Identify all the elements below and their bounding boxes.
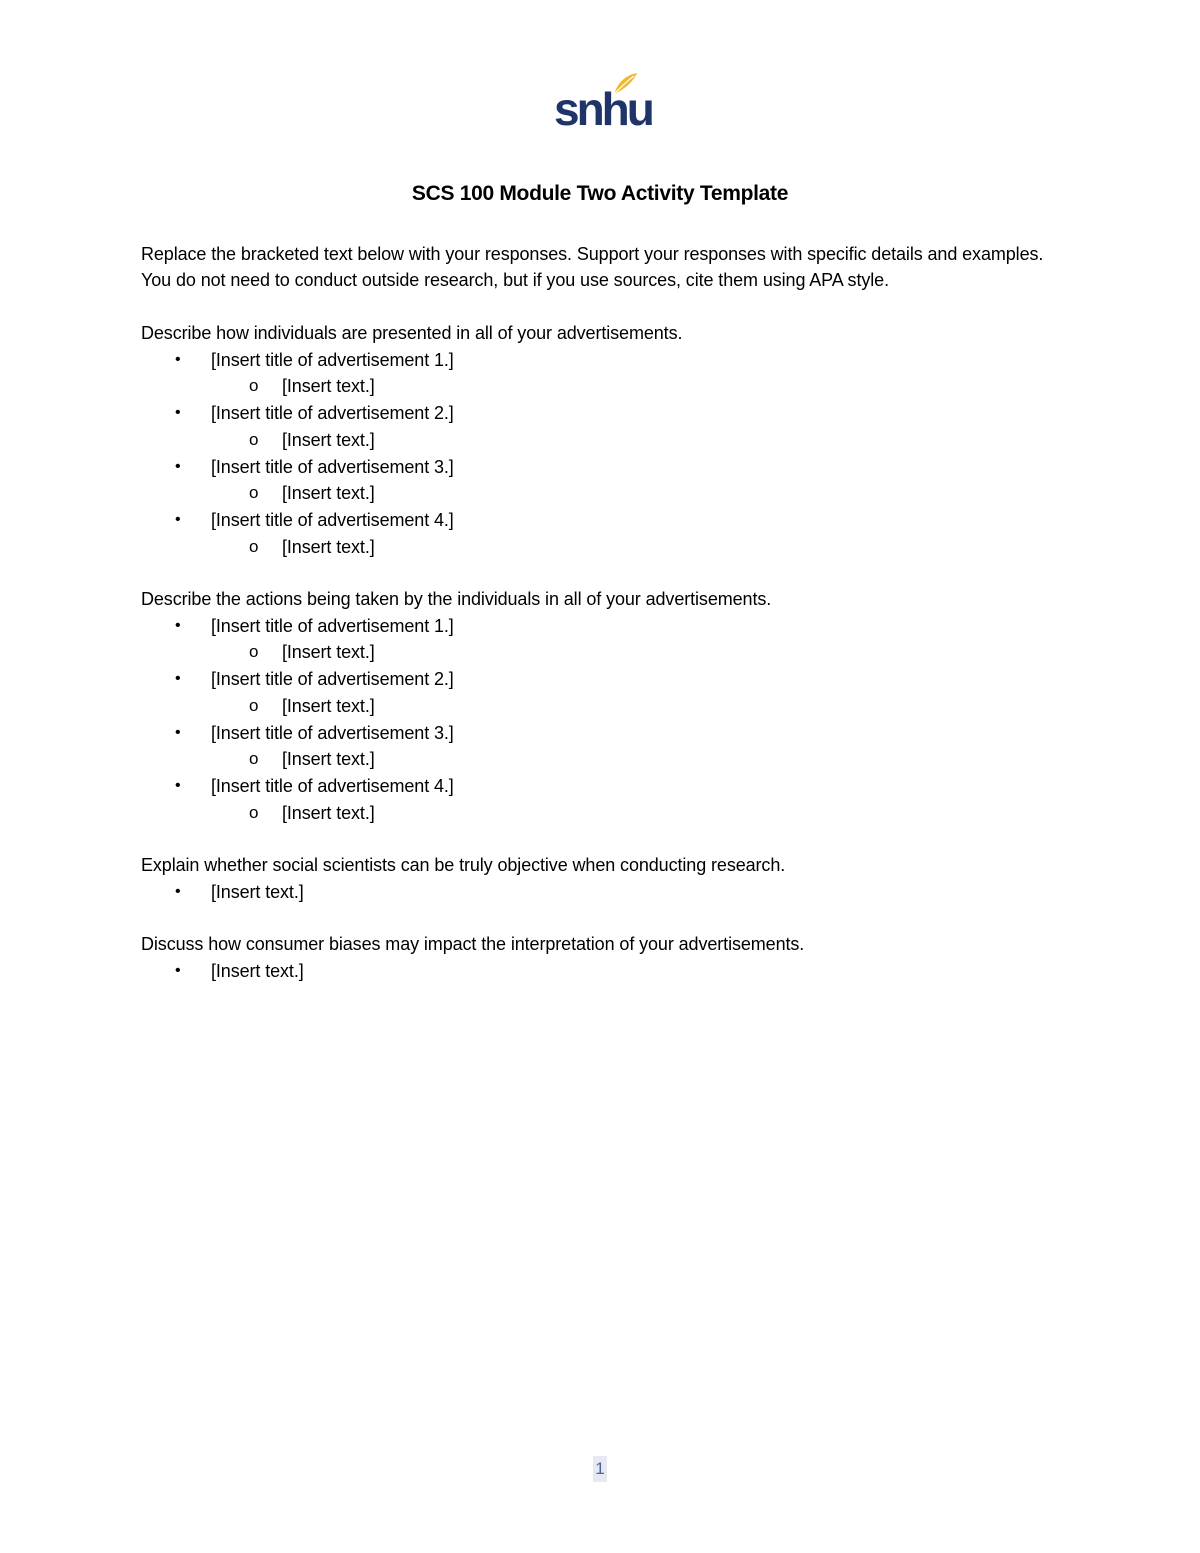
circle-bullet-icon: o	[249, 749, 259, 768]
section-prompt: Explain whether social scientists can be truly objective when conducting research.	[141, 855, 786, 875]
item-label: [Insert title of advertisement 3.]	[211, 456, 454, 477]
item-label: [Insert title of advertisement 1.]	[211, 615, 454, 636]
circle-bullet-icon: o	[249, 429, 259, 449]
bullet-icon: •	[175, 723, 181, 741]
list-item	[141, 666, 1061, 719]
sub-list-item	[211, 639, 1061, 666]
list-item	[141, 507, 1061, 560]
bullet-icon: •	[175, 777, 181, 794]
sub-item-text: [Insert text.]	[282, 695, 375, 716]
bullet-icon: •	[175, 404, 181, 421]
sub-list-item	[211, 373, 1061, 400]
logo-wordmark: snhu	[554, 83, 652, 135]
sub-list	[211, 480, 1061, 507]
circle-bullet-icon: o	[249, 376, 259, 395]
section-presentation	[141, 320, 1061, 560]
bullet-list	[141, 347, 1061, 561]
circle-bullet-icon: o	[249, 483, 259, 502]
list-item	[141, 773, 1061, 826]
item-label: [Insert text.]	[211, 881, 304, 902]
circle-bullet-icon: o	[249, 802, 259, 822]
sub-item-text: [Insert text.]	[282, 642, 375, 662]
sub-list-item	[211, 480, 1061, 507]
sub-item-text: [Insert text.]	[282, 376, 375, 396]
intro-paragraph: Replace the bracketed text below with your responses. Support your responses with specific details and examples. You do not need to conduct outside research, but if you use sources, cite them using APA style.	[141, 243, 1044, 290]
sub-list	[211, 534, 1061, 561]
sub-list-item	[211, 534, 1061, 561]
list-item	[141, 720, 1061, 773]
bullet-list	[141, 958, 1061, 985]
sub-list	[211, 427, 1061, 454]
list-item	[141, 454, 1061, 507]
section-prompt: Describe how individuals are presented in all of your advertisements.	[141, 323, 683, 343]
list-item	[141, 879, 1061, 906]
sub-item-text: [Insert text.]	[282, 749, 375, 769]
sub-list-item	[211, 746, 1061, 773]
sub-list-item	[211, 800, 1061, 827]
sub-list	[211, 800, 1061, 827]
bullet-icon: •	[175, 882, 181, 900]
sub-item-text: [Insert text.]	[282, 536, 375, 557]
bullet-icon: •	[175, 961, 181, 979]
section-prompt: Discuss how consumer biases may impact the interpretation of your advertisements.	[141, 934, 805, 954]
bullet-icon: •	[175, 350, 181, 368]
section-biases	[141, 931, 1061, 984]
sub-item-text: [Insert text.]	[282, 429, 375, 450]
circle-bullet-icon: o	[249, 695, 259, 715]
sub-list-item	[211, 693, 1061, 720]
circle-bullet-icon: o	[249, 642, 259, 661]
bullet-icon: •	[175, 511, 181, 528]
item-label: [Insert title of advertisement 1.]	[211, 349, 454, 370]
sub-item-text: [Insert text.]	[282, 483, 375, 503]
list-item	[141, 347, 1061, 400]
page-number: 1	[593, 1456, 607, 1482]
sub-list	[211, 693, 1061, 720]
bullet-icon: •	[175, 616, 181, 634]
list-item	[141, 958, 1061, 985]
sub-item-text: [Insert text.]	[282, 802, 375, 823]
section-objectivity	[141, 852, 1061, 905]
bullet-list	[141, 613, 1061, 827]
circle-bullet-icon: o	[249, 536, 259, 556]
bullet-icon: •	[175, 457, 181, 475]
sub-list	[211, 746, 1061, 773]
item-label: [Insert title of advertisement 2.]	[211, 669, 454, 689]
document-body	[141, 240, 1061, 1010]
item-label: [Insert title of advertisement 2.]	[211, 403, 454, 423]
snhu-logo	[554, 72, 652, 135]
sub-list	[211, 639, 1061, 666]
section-actions	[141, 586, 1061, 826]
list-item	[141, 613, 1061, 666]
item-label: [Insert title of advertisement 3.]	[211, 722, 454, 743]
list-item	[141, 400, 1061, 453]
bullet-list	[141, 879, 1061, 906]
sub-list	[211, 373, 1061, 400]
section-prompt: Describe the actions being taken by the individuals in all of your advertisements.	[141, 589, 772, 609]
item-label: [Insert title of advertisement 4.]	[211, 510, 454, 530]
page-title: SCS 100 Module Two Activity Template	[411, 182, 789, 205]
item-label: [Insert title of advertisement 4.]	[211, 776, 454, 796]
bullet-icon: •	[175, 670, 181, 687]
sub-list-item	[211, 427, 1061, 454]
item-label: [Insert text.]	[211, 960, 304, 981]
